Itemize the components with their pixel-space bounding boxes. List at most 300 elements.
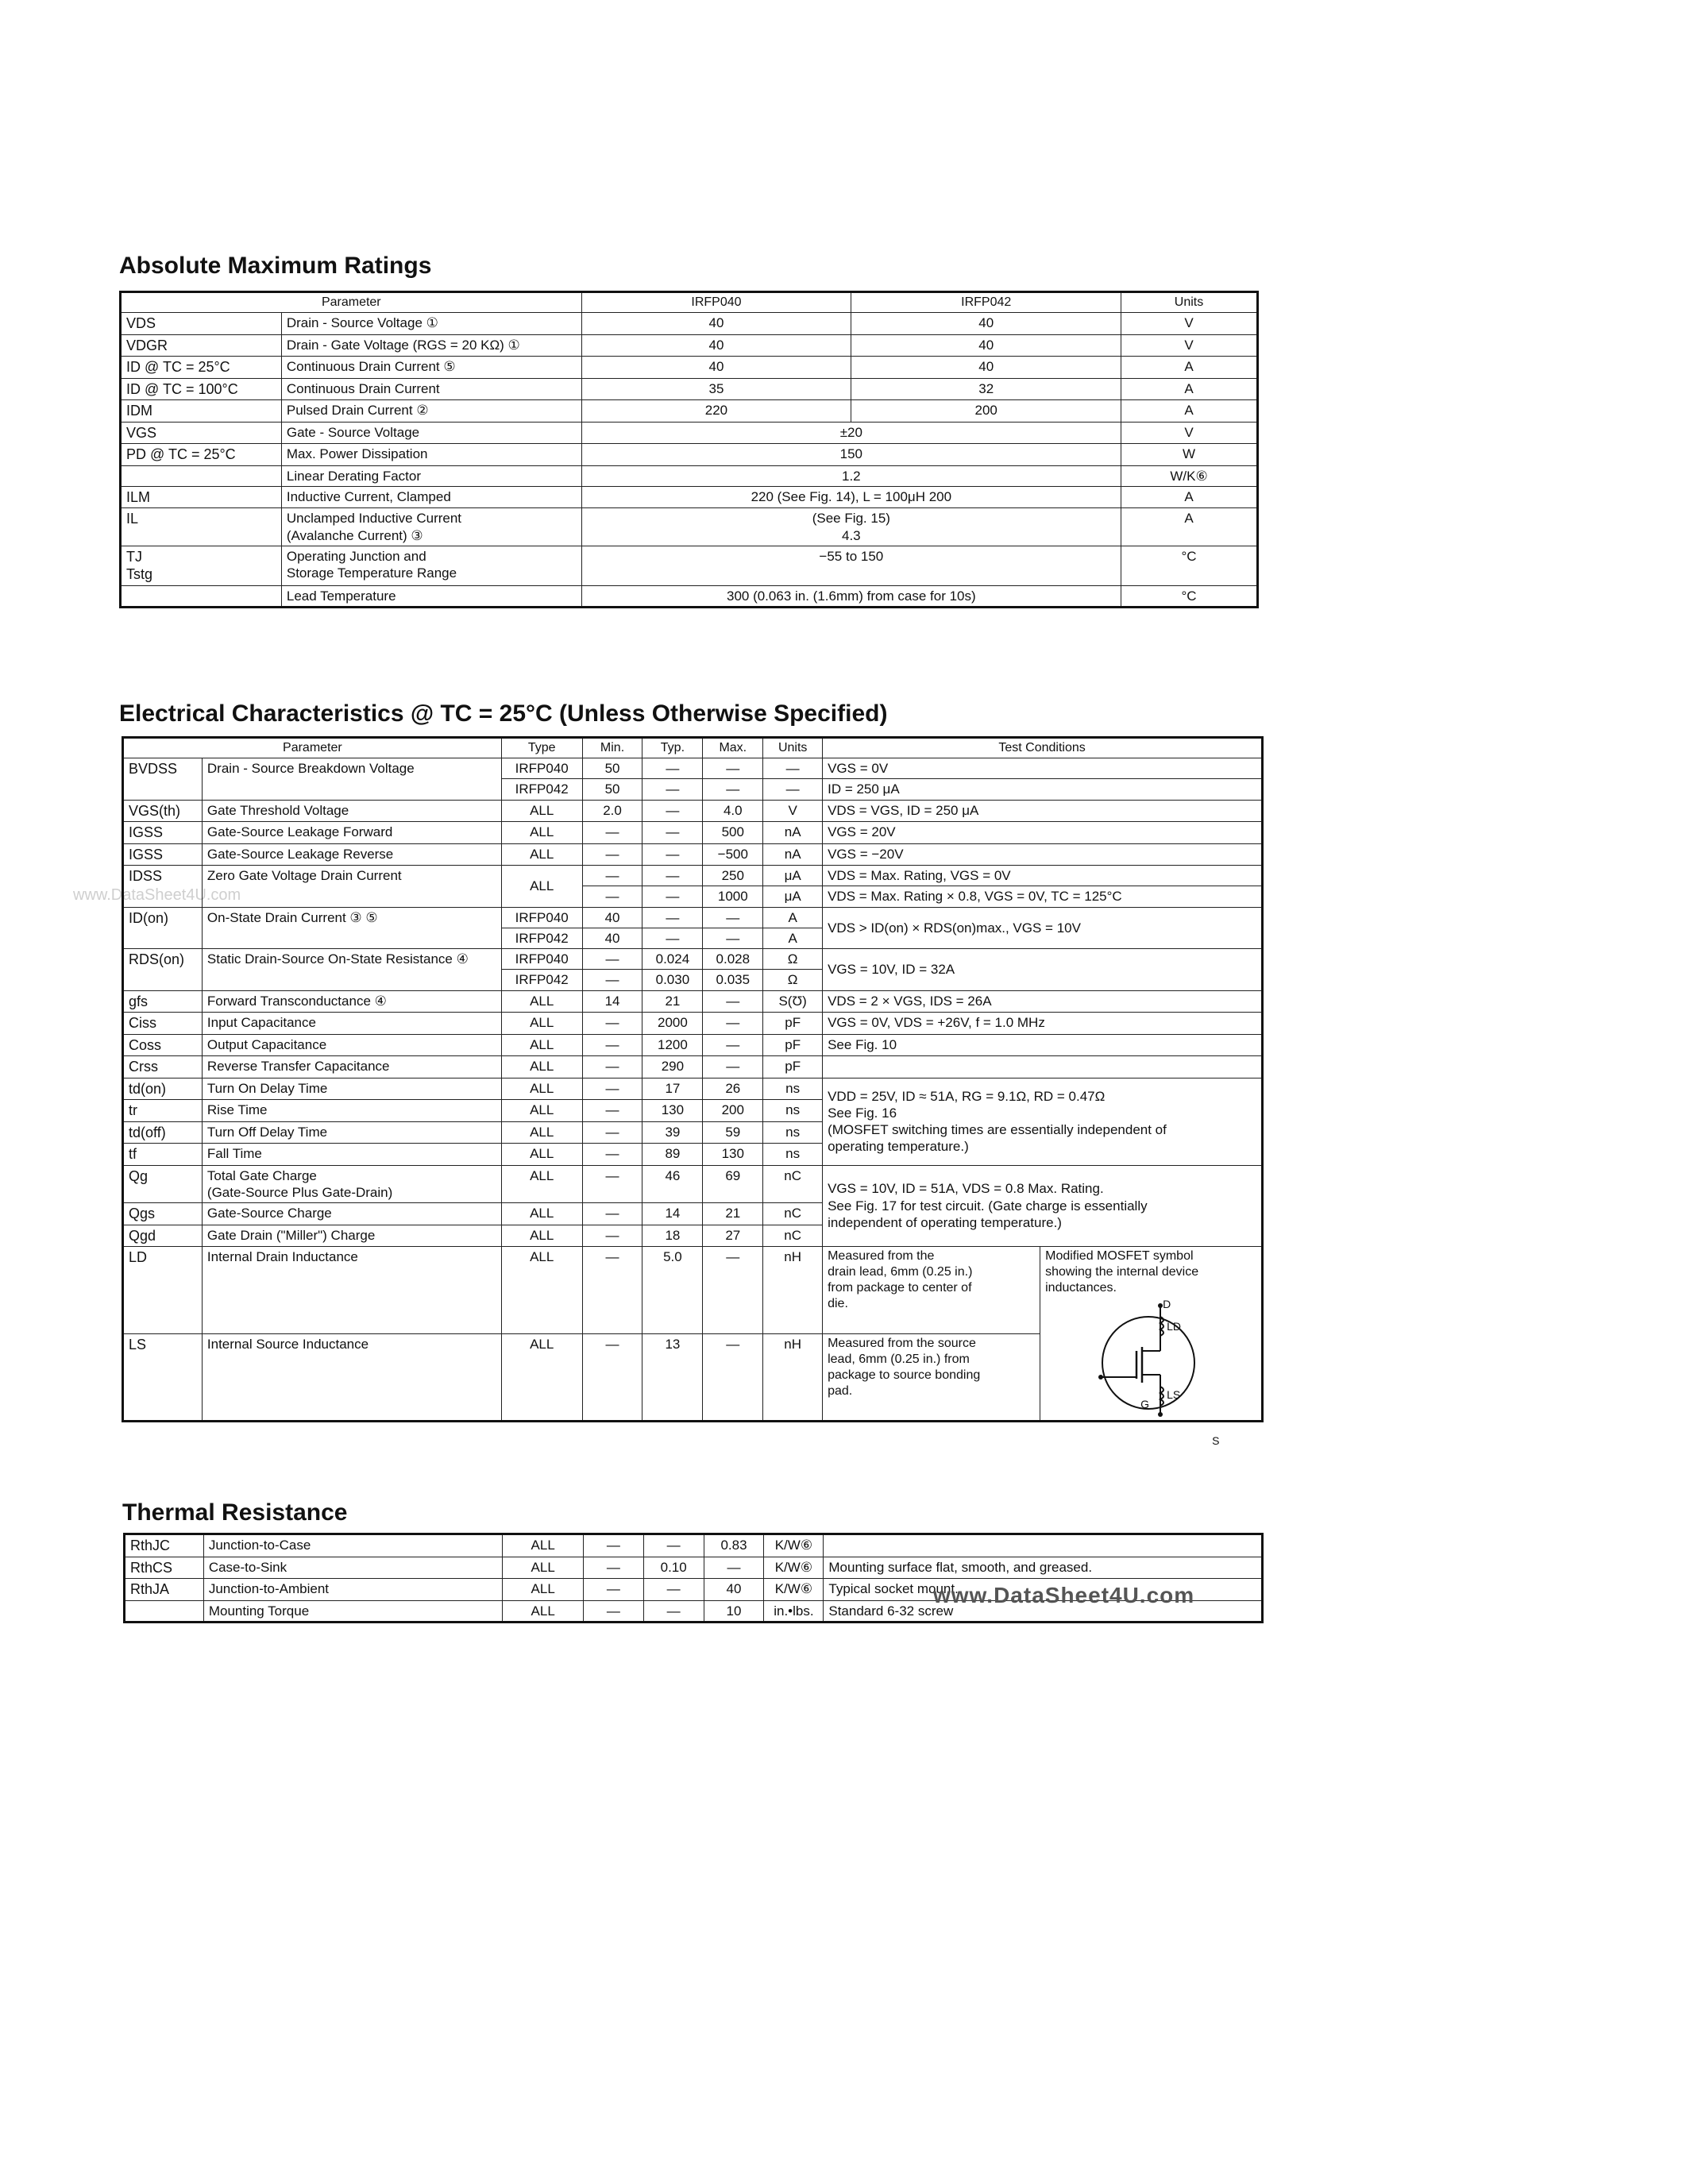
watermark-right: www.DataSheet4U.com bbox=[933, 1583, 1195, 1607]
irfp040-value: 40 bbox=[581, 334, 851, 357]
parameter-cell: Case-to-Sink bbox=[203, 1557, 502, 1579]
min-cell: 40 bbox=[582, 907, 642, 928]
units-cell: W bbox=[1121, 444, 1258, 466]
test-conditions-cell: Measured from the source lead, 6mm (0.25 in.) from package to source bonding pad. bbox=[823, 1334, 1040, 1422]
type-cell: IRFP042 bbox=[501, 970, 582, 990]
type-cell: ALL bbox=[501, 800, 582, 822]
header-parameter: Parameter bbox=[123, 738, 502, 758]
typ-cell: — bbox=[642, 779, 703, 800]
irfp042-value: 40 bbox=[851, 357, 1121, 379]
test-conditions-cell: Measured from the drain lead, 6mm (0.25 in.) from package to center of die. bbox=[823, 1247, 1040, 1334]
table-row bbox=[123, 990, 1263, 1013]
parameter-cell: Operating Junction and Storage Temperature Range bbox=[281, 546, 581, 585]
min-cell: — bbox=[582, 886, 642, 907]
max-cell: 21 bbox=[703, 1203, 763, 1225]
units-cell: nC bbox=[763, 1165, 823, 1203]
parameter-cell: Internal Drain Inductance bbox=[202, 1247, 501, 1334]
units-cell: μA bbox=[763, 866, 823, 886]
typ-cell: 39 bbox=[642, 1121, 703, 1144]
max-cell: — bbox=[703, 1013, 763, 1035]
parameter-cell: Drain - Source Breakdown Voltage bbox=[202, 758, 501, 801]
symbol-cell: TJ Tstg bbox=[121, 546, 282, 585]
header-type: Type bbox=[501, 738, 582, 758]
units-cell: K/W⑥ bbox=[764, 1557, 824, 1579]
parameter-cell: Turn On Delay Time bbox=[202, 1078, 501, 1100]
table-row bbox=[123, 866, 1263, 886]
table-row bbox=[125, 1534, 1263, 1557]
min-cell: — bbox=[582, 822, 642, 844]
units-cell: nC bbox=[763, 1203, 823, 1225]
electrical-characteristics-table bbox=[122, 736, 1264, 1447]
symbol-cell: RthJC bbox=[125, 1534, 204, 1557]
min-cell: — bbox=[582, 1121, 642, 1144]
max-cell: −500 bbox=[703, 843, 763, 866]
test-conditions-cell: VDS = Max. Rating, VGS = 0V bbox=[823, 866, 1263, 886]
symbol-cell: td(off) bbox=[123, 1121, 203, 1144]
test-conditions-cell: VGS = 20V bbox=[823, 822, 1263, 844]
units-cell: ns bbox=[763, 1078, 823, 1100]
header-test-conditions: Test Conditions bbox=[823, 738, 1263, 758]
max-cell: 10 bbox=[704, 1600, 764, 1622]
parameter-cell: Internal Source Inductance bbox=[202, 1334, 501, 1422]
units-cell: nA bbox=[763, 822, 823, 844]
parameter-cell: Gate-Source Leakage Reverse bbox=[202, 843, 501, 866]
parameter-cell: Continuous Drain Current bbox=[281, 378, 581, 400]
ec-title: Electrical Characteristics @ TC = 25°C (Unless Otherwise Specified) bbox=[119, 700, 888, 727]
value-cell: ±20 bbox=[581, 422, 1121, 444]
header-parameter: Parameter bbox=[121, 292, 582, 313]
irfp040-value: 35 bbox=[581, 378, 851, 400]
symbol-cell: Crss bbox=[123, 1056, 203, 1078]
type-cell: ALL bbox=[501, 1225, 582, 1247]
header-units: Units bbox=[763, 738, 823, 758]
test-conditions-cell: Standard 6-32 screw bbox=[824, 1600, 1263, 1622]
typ-cell: 130 bbox=[642, 1100, 703, 1122]
parameter-cell: Pulsed Drain Current ② bbox=[281, 400, 581, 423]
parameter-cell: Fall Time bbox=[202, 1144, 501, 1166]
typ-cell: 0.030 bbox=[642, 970, 703, 990]
units-cell: A bbox=[1121, 508, 1258, 546]
typ-cell: 5.0 bbox=[642, 1247, 703, 1334]
units-cell: ns bbox=[763, 1121, 823, 1144]
min-cell: — bbox=[582, 1034, 642, 1056]
type-cell: IRFP040 bbox=[501, 949, 582, 970]
typ-cell: — bbox=[642, 907, 703, 928]
test-conditions-cell bbox=[823, 1056, 1263, 1078]
table-header-row bbox=[121, 292, 1258, 313]
table-row bbox=[123, 843, 1263, 866]
type-cell: ALL bbox=[501, 1078, 582, 1100]
typ-cell: 21 bbox=[642, 990, 703, 1013]
table-row bbox=[121, 313, 1258, 335]
units-cell: W/K⑥ bbox=[1121, 465, 1258, 486]
type-cell: ALL bbox=[501, 1121, 582, 1144]
units-cell: A bbox=[1121, 400, 1258, 423]
test-conditions-cell: See Fig. 10 bbox=[823, 1034, 1263, 1056]
table-row bbox=[123, 1078, 1263, 1100]
typ-cell: — bbox=[642, 886, 703, 907]
irfp042-value: 200 bbox=[851, 400, 1121, 423]
table-header-row bbox=[123, 738, 1263, 758]
symbol-cell: VDS bbox=[121, 313, 282, 335]
max-cell: 4.0 bbox=[703, 800, 763, 822]
parameter-cell: Forward Transconductance ④ bbox=[202, 990, 501, 1013]
typ-cell: 13 bbox=[642, 1334, 703, 1422]
typ-cell: 290 bbox=[642, 1056, 703, 1078]
symbol-cell: IGSS bbox=[123, 843, 203, 866]
test-conditions-cell: VGS = 0V bbox=[823, 758, 1263, 779]
typ-cell: 17 bbox=[642, 1078, 703, 1100]
min-cell: — bbox=[582, 1165, 642, 1203]
units-cell: ns bbox=[763, 1100, 823, 1122]
max-cell: 0.83 bbox=[704, 1534, 764, 1557]
max-cell: — bbox=[703, 1034, 763, 1056]
symbol-cell bbox=[121, 465, 282, 486]
units-cell: in.•lbs. bbox=[764, 1600, 824, 1622]
max-cell: — bbox=[703, 1056, 763, 1078]
typ-cell: 1200 bbox=[642, 1034, 703, 1056]
type-cell: ALL bbox=[503, 1579, 584, 1601]
type-cell: ALL bbox=[503, 1557, 584, 1579]
min-cell: — bbox=[582, 970, 642, 990]
max-cell: — bbox=[704, 1557, 764, 1579]
max-cell: 250 bbox=[703, 866, 763, 886]
min-cell: — bbox=[582, 1225, 642, 1247]
value-cell: 300 (0.063 in. (1.6mm) from case for 10s) bbox=[581, 585, 1121, 607]
value-cell: 150 bbox=[581, 444, 1121, 466]
symbol-cell: ID @ TC = 100°C bbox=[121, 378, 282, 400]
max-cell: — bbox=[703, 907, 763, 928]
symbol-cell: Qg bbox=[123, 1165, 203, 1203]
min-cell: — bbox=[582, 1144, 642, 1166]
symbol-cell: IL bbox=[121, 508, 282, 546]
typ-cell: — bbox=[643, 1600, 704, 1622]
symbol-cell: ID(on) bbox=[123, 907, 203, 949]
units-cell: nA bbox=[763, 843, 823, 866]
typ-cell: — bbox=[642, 758, 703, 779]
min-cell: 14 bbox=[582, 990, 642, 1013]
min-cell: 50 bbox=[582, 779, 642, 800]
table-row bbox=[121, 465, 1258, 486]
symbol-cell: VGS bbox=[121, 422, 282, 444]
header-typ: Typ. bbox=[642, 738, 703, 758]
tr-title: Thermal Resistance bbox=[122, 1499, 348, 1526]
max-cell: — bbox=[703, 1247, 763, 1334]
test-conditions-cell: VDS = VGS, ID = 250 μA bbox=[823, 800, 1263, 822]
min-cell: — bbox=[584, 1534, 644, 1557]
max-cell: — bbox=[703, 1334, 763, 1422]
mosfet-symbol-note: Modified MOSFET symbol showing the internal device inductances. bbox=[1045, 1249, 1199, 1295]
min-cell: 50 bbox=[582, 758, 642, 779]
table-row bbox=[123, 907, 1263, 928]
typ-cell: — bbox=[642, 822, 703, 844]
min-cell: — bbox=[582, 1203, 642, 1225]
typ-cell: 0.024 bbox=[642, 949, 703, 970]
header-max: Max. bbox=[703, 738, 763, 758]
table-row bbox=[123, 822, 1263, 844]
min-cell: — bbox=[582, 949, 642, 970]
parameter-cell: Gate Threshold Voltage bbox=[202, 800, 501, 822]
parameter-cell: Rise Time bbox=[202, 1100, 501, 1122]
parameter-cell: Linear Derating Factor bbox=[281, 465, 581, 486]
symbol-cell: Coss bbox=[123, 1034, 203, 1056]
units-cell: A bbox=[1121, 357, 1258, 379]
symbol-cell: RDS(on) bbox=[123, 949, 203, 991]
type-cell: IRFP042 bbox=[501, 928, 582, 948]
max-cell: 1000 bbox=[703, 886, 763, 907]
type-cell: IRFP042 bbox=[501, 779, 582, 800]
parameter-cell: Mounting Torque bbox=[203, 1600, 502, 1622]
parameter-cell: Continuous Drain Current ⑤ bbox=[281, 357, 581, 379]
typ-cell: — bbox=[642, 866, 703, 886]
parameter-cell: Lead Temperature bbox=[281, 585, 581, 607]
table-row bbox=[123, 1165, 1263, 1203]
test-conditions-cell: VDS = Max. Rating × 0.8, VGS = 0V, TC = 125°C bbox=[823, 886, 1263, 907]
parameter-cell: Junction-to-Case bbox=[203, 1534, 502, 1557]
type-cell: ALL bbox=[503, 1600, 584, 1622]
header-min: Min. bbox=[582, 738, 642, 758]
units-cell: pF bbox=[763, 1056, 823, 1078]
min-cell: — bbox=[582, 1056, 642, 1078]
parameter-cell: Gate-Source Leakage Forward bbox=[202, 822, 501, 844]
min-cell: — bbox=[582, 1078, 642, 1100]
parameter-cell: Total Gate Charge (Gate-Source Plus Gate-Drain) bbox=[202, 1165, 501, 1203]
symbol-cell: Ciss bbox=[123, 1013, 203, 1035]
units-cell: — bbox=[763, 758, 823, 779]
max-cell: 40 bbox=[704, 1579, 764, 1601]
header-irfp042: IRFP042 bbox=[851, 292, 1121, 313]
table-row bbox=[123, 1013, 1263, 1035]
units-cell: pF bbox=[763, 1034, 823, 1056]
units-cell: Ω bbox=[763, 949, 823, 970]
test-conditions-cell: ID = 250 μA bbox=[823, 779, 1263, 800]
table-row bbox=[121, 357, 1258, 379]
type-cell: ALL bbox=[501, 1013, 582, 1035]
table-row bbox=[121, 546, 1258, 585]
max-cell: — bbox=[703, 758, 763, 779]
units-cell: V bbox=[1121, 313, 1258, 335]
parameter-cell: Input Capacitance bbox=[202, 1013, 501, 1035]
table-row bbox=[123, 1034, 1263, 1056]
parameter-cell: Output Capacitance bbox=[202, 1034, 501, 1056]
type-cell: ALL bbox=[501, 1334, 582, 1422]
absolute-maximum-ratings-table bbox=[119, 291, 1259, 608]
units-cell: A bbox=[763, 928, 823, 948]
symbol-cell: IGSS bbox=[123, 822, 203, 844]
symbol-cell: PD @ TC = 25°C bbox=[121, 444, 282, 466]
symbol-cell: BVDSS bbox=[123, 758, 203, 801]
symbol-cell: td(on) bbox=[123, 1078, 203, 1100]
typ-cell: 2000 bbox=[642, 1013, 703, 1035]
max-cell: 27 bbox=[703, 1225, 763, 1247]
max-cell: 69 bbox=[703, 1165, 763, 1203]
units-cell: K/W⑥ bbox=[764, 1534, 824, 1557]
units-cell: A bbox=[1121, 378, 1258, 400]
value-cell: −55 to 150 bbox=[581, 546, 1121, 585]
table-row bbox=[123, 1056, 1263, 1078]
value-cell: (See Fig. 15) 4.3 bbox=[581, 508, 1121, 546]
typ-cell: 0.10 bbox=[643, 1557, 704, 1579]
symbol-cell bbox=[125, 1600, 204, 1622]
parameter-cell: Unclamped Inductive Current (Avalanche Current) ③ bbox=[281, 508, 581, 546]
type-cell: ALL bbox=[501, 1144, 582, 1166]
units-cell: °C bbox=[1121, 585, 1258, 607]
type-cell: ALL bbox=[501, 1034, 582, 1056]
symbol-cell: gfs bbox=[123, 990, 203, 1013]
symbol-cell: RthCS bbox=[125, 1557, 204, 1579]
test-conditions-cell: Mounting surface flat, smooth, and greased. bbox=[824, 1557, 1263, 1579]
amr-title: Absolute Maximum Ratings bbox=[119, 253, 432, 279]
table-row bbox=[121, 508, 1258, 546]
value-cell: 220 (See Fig. 14), L = 100μH 200 bbox=[581, 486, 1121, 508]
irfp040-value: 40 bbox=[581, 357, 851, 379]
table-row bbox=[121, 422, 1258, 444]
symbol-cell: IDSS bbox=[123, 866, 203, 908]
type-cell: ALL bbox=[501, 866, 582, 908]
parameter-cell: Junction-to-Ambient bbox=[203, 1579, 502, 1601]
symbol-label-s: S bbox=[1212, 1434, 1220, 1447]
mosfet-symbol-cell bbox=[1040, 1247, 1263, 1447]
table-row bbox=[123, 758, 1263, 779]
max-cell: — bbox=[703, 990, 763, 1013]
irfp042-value: 40 bbox=[851, 334, 1121, 357]
type-cell: ALL bbox=[501, 822, 582, 844]
units-cell: V bbox=[1121, 422, 1258, 444]
units-cell: V bbox=[1121, 334, 1258, 357]
parameter-cell: Turn Off Delay Time bbox=[202, 1121, 501, 1144]
min-cell: — bbox=[582, 1334, 642, 1422]
units-cell: — bbox=[763, 779, 823, 800]
units-cell: K/W⑥ bbox=[764, 1579, 824, 1601]
symbol-label-g: G bbox=[1140, 1398, 1149, 1410]
units-cell: °C bbox=[1121, 546, 1258, 585]
units-cell: μA bbox=[763, 886, 823, 907]
parameter-cell: Inductive Current, Clamped bbox=[281, 486, 581, 508]
min-cell: — bbox=[582, 843, 642, 866]
min-cell: 40 bbox=[582, 928, 642, 948]
max-cell: 0.028 bbox=[703, 949, 763, 970]
units-cell: A bbox=[1121, 486, 1258, 508]
type-cell: IRFP040 bbox=[501, 907, 582, 928]
type-cell: ALL bbox=[501, 1203, 582, 1225]
symbol-cell: tf bbox=[123, 1144, 203, 1166]
parameter-cell: Gate-Source Charge bbox=[202, 1203, 501, 1225]
min-cell: — bbox=[582, 866, 642, 886]
max-cell: — bbox=[703, 779, 763, 800]
type-cell: ALL bbox=[501, 990, 582, 1013]
symbol-label-ld: LD bbox=[1167, 1320, 1182, 1333]
irfp040-value: 40 bbox=[581, 313, 851, 335]
max-cell: 59 bbox=[703, 1121, 763, 1144]
typ-cell: 89 bbox=[642, 1144, 703, 1166]
units-cell: ns bbox=[763, 1144, 823, 1166]
max-cell: — bbox=[703, 928, 763, 948]
min-cell: — bbox=[584, 1579, 644, 1601]
symbol-cell: LS bbox=[123, 1334, 203, 1422]
test-conditions-cell: VGS = 10V, ID = 32A bbox=[823, 949, 1263, 991]
symbol-cell: LD bbox=[123, 1247, 203, 1334]
symbol-cell: Qgs bbox=[123, 1203, 203, 1225]
typ-cell: — bbox=[643, 1579, 704, 1601]
parameter-cell: Reverse Transfer Capacitance bbox=[202, 1056, 501, 1078]
irfp042-value: 40 bbox=[851, 313, 1121, 335]
units-cell: Ω bbox=[763, 970, 823, 990]
parameter-cell: Gate - Source Voltage bbox=[281, 422, 581, 444]
test-conditions-cell: VDS = 2 × VGS, IDS = 26A bbox=[823, 990, 1263, 1013]
header-units: Units bbox=[1121, 292, 1258, 313]
parameter-cell: On-State Drain Current ③ ⑤ bbox=[202, 907, 501, 949]
type-cell: ALL bbox=[501, 1247, 582, 1334]
units-cell: pF bbox=[763, 1013, 823, 1035]
min-cell: — bbox=[582, 1100, 642, 1122]
type-cell: IRFP040 bbox=[501, 758, 582, 779]
parameter-cell: Static Drain-Source On-State Resistance ④ bbox=[202, 949, 501, 991]
symbol-cell: ID @ TC = 25°C bbox=[121, 357, 282, 379]
units-cell: nC bbox=[763, 1225, 823, 1247]
min-cell: — bbox=[584, 1557, 644, 1579]
parameter-cell: Drain - Source Voltage ① bbox=[281, 313, 581, 335]
table-row bbox=[125, 1557, 1263, 1579]
value-cell: 1.2 bbox=[581, 465, 1121, 486]
table-row bbox=[123, 800, 1263, 822]
test-conditions-cell: VDS > ID(on) × RDS(on)max., VGS = 10V bbox=[823, 907, 1263, 949]
symbol-cell: Qgd bbox=[123, 1225, 203, 1247]
parameter-cell: Max. Power Dissipation bbox=[281, 444, 581, 466]
table-row bbox=[121, 585, 1258, 607]
typ-cell: — bbox=[643, 1534, 704, 1557]
header-irfp040: IRFP040 bbox=[581, 292, 851, 313]
type-cell: ALL bbox=[501, 843, 582, 866]
units-cell: S(Ʊ) bbox=[763, 990, 823, 1013]
symbol-label-ls: LS bbox=[1167, 1388, 1181, 1401]
table-row bbox=[121, 334, 1258, 357]
min-cell: — bbox=[584, 1600, 644, 1622]
typ-cell: — bbox=[642, 928, 703, 948]
parameter-cell: Drain - Gate Voltage (RGS = 20 KΩ) ① bbox=[281, 334, 581, 357]
type-cell: ALL bbox=[503, 1534, 584, 1557]
table-row bbox=[121, 444, 1258, 466]
symbol-cell: RthJA bbox=[125, 1579, 204, 1601]
table-row bbox=[121, 400, 1258, 423]
max-cell: 200 bbox=[703, 1100, 763, 1122]
typ-cell: 18 bbox=[642, 1225, 703, 1247]
table-row bbox=[121, 486, 1258, 508]
irfp042-value: 32 bbox=[851, 378, 1121, 400]
max-cell: 130 bbox=[703, 1144, 763, 1166]
symbol-cell: tr bbox=[123, 1100, 203, 1122]
type-cell: ALL bbox=[501, 1056, 582, 1078]
test-conditions-cell: VGS = −20V bbox=[823, 843, 1263, 866]
units-cell: nH bbox=[763, 1334, 823, 1422]
thermal-resistance-table bbox=[123, 1533, 1264, 1623]
symbol-cell: VDGR bbox=[121, 334, 282, 357]
parameter-cell: Zero Gate Voltage Drain Current bbox=[202, 866, 501, 908]
test-conditions-cell: VGS = 0V, VDS = +26V, f = 1.0 MHz bbox=[823, 1013, 1263, 1035]
units-cell: V bbox=[763, 800, 823, 822]
test-conditions-cell: VDD = 25V, ID ≈ 51A, RG = 9.1Ω, RD = 0.47Ω See Fig. 16 (MOSFET switching times are essentially independent of operating temperature.) bbox=[823, 1078, 1263, 1165]
table-row bbox=[123, 949, 1263, 970]
watermark-left: www.DataSheet4U.com bbox=[73, 886, 241, 904]
test-conditions-cell: VGS = 10V, ID = 51A, VDS = 0.8 Max. Rating. See Fig. 17 for test circuit. (Gate charge is essentially independent of operating temperature.) bbox=[823, 1165, 1263, 1247]
max-cell: 500 bbox=[703, 822, 763, 844]
units-cell: nH bbox=[763, 1247, 823, 1334]
max-cell: 0.035 bbox=[703, 970, 763, 990]
symbol-cell: IDM bbox=[121, 400, 282, 423]
symbol-label-d: D bbox=[1163, 1298, 1171, 1310]
table-row bbox=[123, 1247, 1263, 1334]
units-cell: A bbox=[763, 907, 823, 928]
mosfet-symbol-icon bbox=[1093, 1299, 1228, 1418]
